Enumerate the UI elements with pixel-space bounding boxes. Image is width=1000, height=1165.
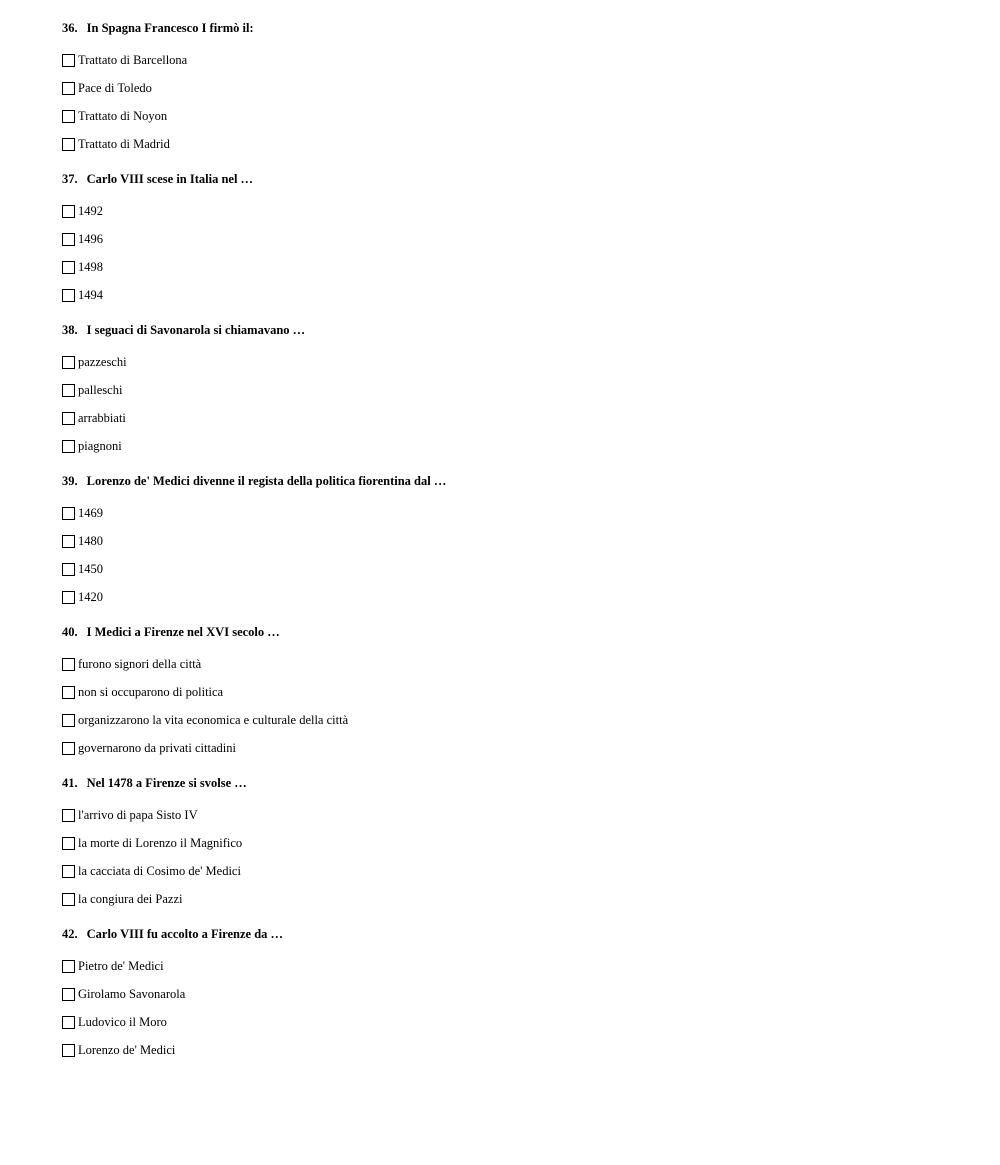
answer-option[interactable] [62,952,962,980]
answer-option[interactable] [62,555,962,583]
checkbox[interactable] [62,233,75,246]
checkbox[interactable] [62,261,75,274]
question-number: 42. [62,927,78,941]
checkbox[interactable] [62,356,75,369]
checkbox[interactable] [62,686,75,699]
answer-option[interactable] [62,1036,962,1064]
question-title [62,171,962,187]
checkbox[interactable] [62,1044,75,1057]
checkbox[interactable] [62,82,75,95]
checkbox[interactable] [62,535,75,548]
question-number: 39. [62,474,78,488]
answer-option[interactable] [62,404,962,432]
answer-option[interactable] [62,829,962,857]
checkbox[interactable] [62,714,75,727]
option-label: Trattato di Noyon [78,109,168,123]
answer-option[interactable] [62,281,962,309]
answer-option[interactable] [62,348,962,376]
answer-option[interactable] [62,980,962,1008]
answer-option[interactable] [62,527,962,555]
checkbox[interactable] [62,865,75,878]
question-40 [62,624,962,775]
question-36 [62,20,962,171]
question-number: 38. [62,323,78,337]
answer-option[interactable] [62,885,962,913]
checkbox[interactable] [62,54,75,67]
answer-option[interactable] [62,253,962,281]
question-text: I Medici a Firenze nel XVI secolo … [86,625,280,639]
quiz-page [62,20,962,1077]
answer-option[interactable] [62,583,962,611]
option-label: la morte di Lorenzo il Magnifico [78,836,243,850]
question-title [62,20,962,36]
checkbox[interactable] [62,893,75,906]
question-title [62,926,962,942]
question-number: 41. [62,776,78,790]
option-label: Trattato di Barcellona [78,53,188,67]
question-title [62,775,962,791]
checkbox[interactable] [62,742,75,755]
option-label: Girolamo Savonarola [78,987,186,1001]
checkbox[interactable] [62,658,75,671]
option-label: 1496 [78,232,103,246]
checkbox[interactable] [62,289,75,302]
answer-option[interactable] [62,225,962,253]
option-label: Lorenzo de' Medici [78,1043,176,1057]
option-label: la congiura dei Pazzi [78,892,183,906]
option-label: 1498 [78,260,103,274]
option-label: piagnoni [78,439,122,453]
checkbox[interactable] [62,837,75,850]
question-number: 36. [62,21,78,35]
checkbox[interactable] [62,138,75,151]
option-label: 1492 [78,204,103,218]
checkbox[interactable] [62,205,75,218]
answer-option[interactable] [62,130,962,158]
option-label: furono signori della città [78,657,202,671]
checkbox[interactable] [62,960,75,973]
option-label: 1469 [78,506,103,520]
checkbox[interactable] [62,563,75,576]
question-text: Nel 1478 a Firenze si svolse … [86,776,247,790]
question-text: Lorenzo de' Medici divenne il regista della politica fiorentina dal … [86,474,447,488]
question-39 [62,473,962,624]
question-37 [62,171,962,322]
option-label: l'arrivo di papa Sisto IV [78,808,198,822]
checkbox[interactable] [62,1016,75,1029]
question-42 [62,926,962,1077]
checkbox[interactable] [62,440,75,453]
option-label: Pace di Toledo [78,81,152,95]
option-label: 1494 [78,288,103,302]
checkbox[interactable] [62,591,75,604]
question-text: In Spagna Francesco I firmò il: [86,21,254,35]
answer-option[interactable] [62,376,962,404]
checkbox[interactable] [62,988,75,1001]
question-number: 37. [62,172,78,186]
answer-option[interactable] [62,650,962,678]
checkbox[interactable] [62,384,75,397]
checkbox[interactable] [62,412,75,425]
answer-option[interactable] [62,1008,962,1036]
option-label: Pietro de' Medici [78,959,164,973]
answer-option[interactable] [62,102,962,130]
option-label: Ludovico il Moro [78,1015,167,1029]
answer-option[interactable] [62,74,962,102]
answer-option[interactable] [62,801,962,829]
question-text: Carlo VIII scese in Italia nel … [86,172,254,186]
option-label: Trattato di Madrid [78,137,170,151]
answer-option[interactable] [62,197,962,225]
question-title [62,473,962,489]
answer-option[interactable] [62,706,962,734]
answer-option[interactable] [62,432,962,460]
question-title [62,322,962,338]
checkbox[interactable] [62,507,75,520]
question-text: Carlo VIII fu accolto a Firenze da … [86,927,284,941]
option-label: non si occuparono di politica [78,685,224,699]
option-label: organizzarono la vita economica e culturale della città [78,713,349,727]
option-label: governarono da privati cittadini [78,741,236,755]
option-label: pazzeschi [78,355,127,369]
answer-option[interactable] [62,46,962,74]
question-41 [62,775,962,926]
answer-option[interactable] [62,678,962,706]
option-label: la cacciata di Cosimo de' Medici [78,864,241,878]
checkbox[interactable] [62,110,75,123]
question-text: I seguaci di Savonarola si chiamavano … [86,323,306,337]
question-title [62,624,962,640]
checkbox[interactable] [62,809,75,822]
answer-option[interactable] [62,857,962,885]
option-label: 1450 [78,562,103,576]
option-label: arrabbiati [78,411,126,425]
question-38 [62,322,962,473]
option-label: 1420 [78,590,103,604]
question-number: 40. [62,625,78,639]
answer-option[interactable] [62,734,962,762]
answer-option[interactable] [62,499,962,527]
option-label: 1480 [78,534,103,548]
option-label: palleschi [78,383,123,397]
